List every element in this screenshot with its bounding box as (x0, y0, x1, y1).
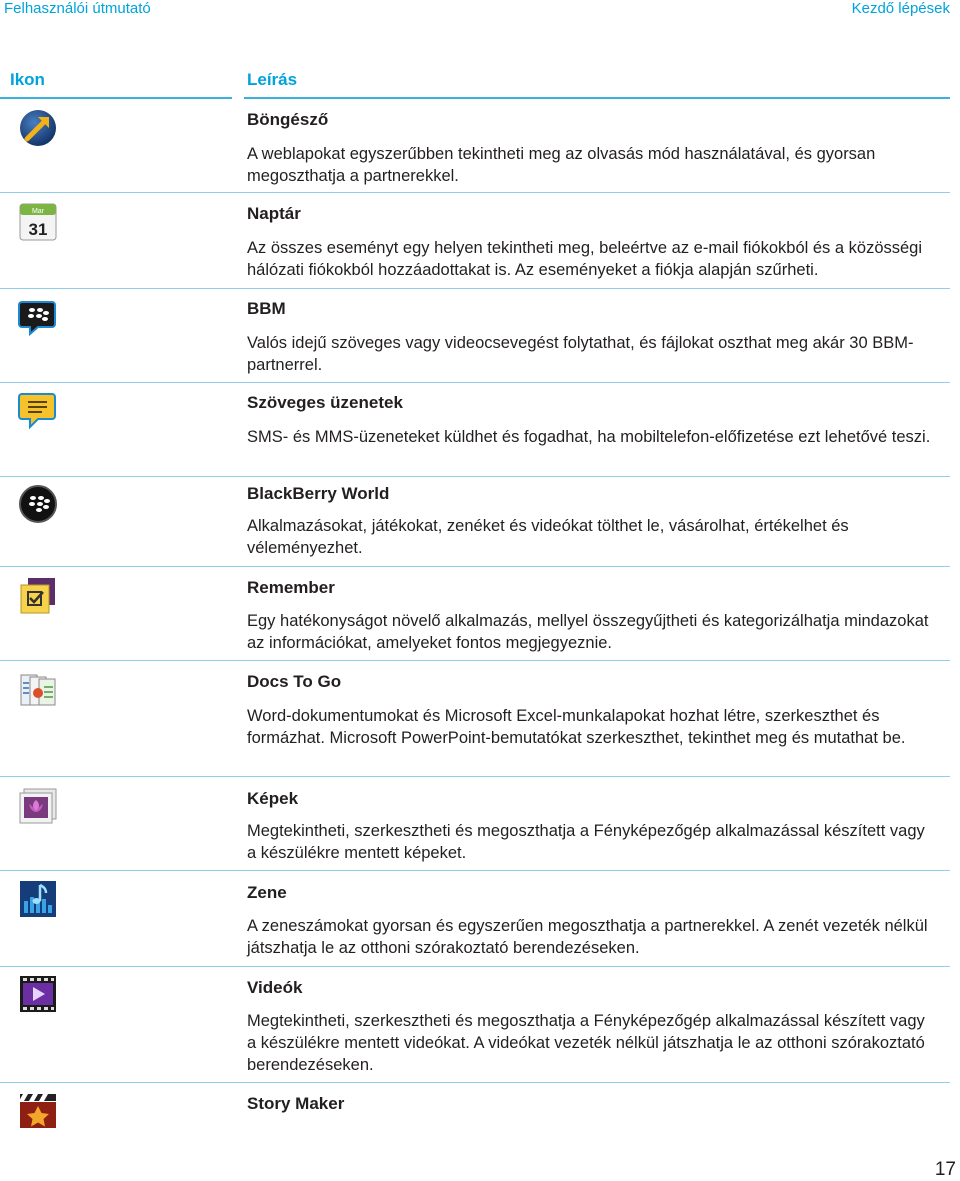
row-title-browser: Böngésző (247, 110, 329, 129)
row-title-text-messages: Szöveges üzenetek (247, 393, 403, 412)
row-divider (0, 870, 950, 871)
row-desc-bbm: Valós idejű szöveges vagy videocsevegést folytathat, és fájlokat oszthat meg akár 30 BBM-partnerrel. (247, 334, 914, 374)
row-divider (0, 1082, 950, 1083)
row-divider (0, 288, 950, 289)
calendar-icon (18, 202, 58, 247)
row-title-bbm: BBM (247, 299, 286, 318)
running-header-right: Kezdő lépések (851, 0, 950, 17)
text-messages-icon (18, 390, 58, 435)
column-header-description: Leírás (247, 70, 298, 89)
row-desc-pictures: Megtekintheti, szerkesztheti és megoszthatja a Fényképezőgép alkalmazással készített vagy a készülékre mentett képeket. (247, 822, 925, 862)
running-header-left: Felhasználói útmutató (4, 0, 151, 17)
row-desc-blackberry-world: Alkalmazásokat, játékokat, zenéket és videókat tölthet le, vásárolhat, értékelhet és véleményezhet. (247, 517, 849, 557)
row-desc-music: A zeneszámokat gyorsan és egyszerűen megoszthatja a partnerekkel. A zenét vezeték nélkül játszhatja le az otthoni szórakoztató berendezéseken. (247, 917, 928, 957)
row-divider (0, 566, 950, 567)
row-desc-videos: Megtekintheti, szerkesztheti és megoszthatja a Fényképezőgép alkalmazással készített vagy a készülékre mentett videókat. A videókat vezeték nélkül játszhatja le az otthoni szórakoztató berendezéseken. (247, 1012, 925, 1074)
row-divider (0, 966, 950, 967)
header-rule-left (0, 97, 232, 99)
row-title-pictures: Képek (247, 789, 299, 808)
calendar-icon-day: 31 (28, 220, 48, 239)
row-desc-remember: Egy hatékonyságot növelő alkalmazás, mellyel összegyűjtheti és kategorizálhatja mindazokat az információkat, amelyeket fontos megjegyeznie. (247, 612, 929, 652)
row-desc-calendar: Az összes eseményt egy helyen tekintheti meg, beleértve az e-mail fiókokból és a közösségi hálózati fiókokból hozzáadottakat is. Az eseményeket a fiókja alapján szűrheti. (247, 239, 923, 279)
row-divider (0, 192, 950, 193)
row-divider (0, 776, 950, 777)
row-desc-docs-to-go: Word-dokumentumokat és Microsoft Excel-munkalapokat hozhat létre, szerkeszthet és formázhat. Microsoft PowerPoint-bemutatókat szerkeszthet, tekinthet meg és mutathat be. (247, 707, 906, 747)
row-desc-browser: A weblapokat egyszerűbben tekintheti meg az olvasás mód használatával, és gyorsan megoszthatja a partnerekkel. (247, 145, 876, 185)
music-icon (18, 879, 58, 924)
remember-icon (18, 576, 58, 621)
row-title-story-maker: Story Maker (247, 1094, 345, 1113)
row-title-music: Zene (247, 883, 287, 902)
browser-icon (18, 108, 58, 153)
row-title-docs-to-go: Docs To Go (247, 672, 342, 691)
row-title-videos: Videók (247, 978, 303, 997)
page-number: 17 (934, 1159, 956, 1180)
story-maker-icon (18, 1090, 58, 1135)
row-divider (0, 660, 950, 661)
row-desc-text-messages: SMS- és MMS-üzeneteket küldhet és fogadhat, ha mobiltelefon-előfizetése ezt lehetővé teszi. (247, 428, 931, 446)
pictures-icon (18, 786, 58, 831)
column-header-icon: Ikon (10, 70, 45, 89)
blackberry-world-icon (18, 484, 58, 529)
row-divider (0, 382, 950, 383)
bbm-icon (18, 296, 58, 341)
docs-to-go-icon (18, 669, 58, 714)
row-title-blackberry-world: BlackBerry World (247, 484, 390, 503)
row-title-calendar: Naptár (247, 204, 301, 223)
row-divider (0, 476, 950, 477)
header-rule-right (244, 97, 950, 99)
videos-icon (18, 974, 58, 1019)
calendar-icon-month: Mar (31, 208, 45, 215)
row-title-remember: Remember (247, 578, 335, 597)
